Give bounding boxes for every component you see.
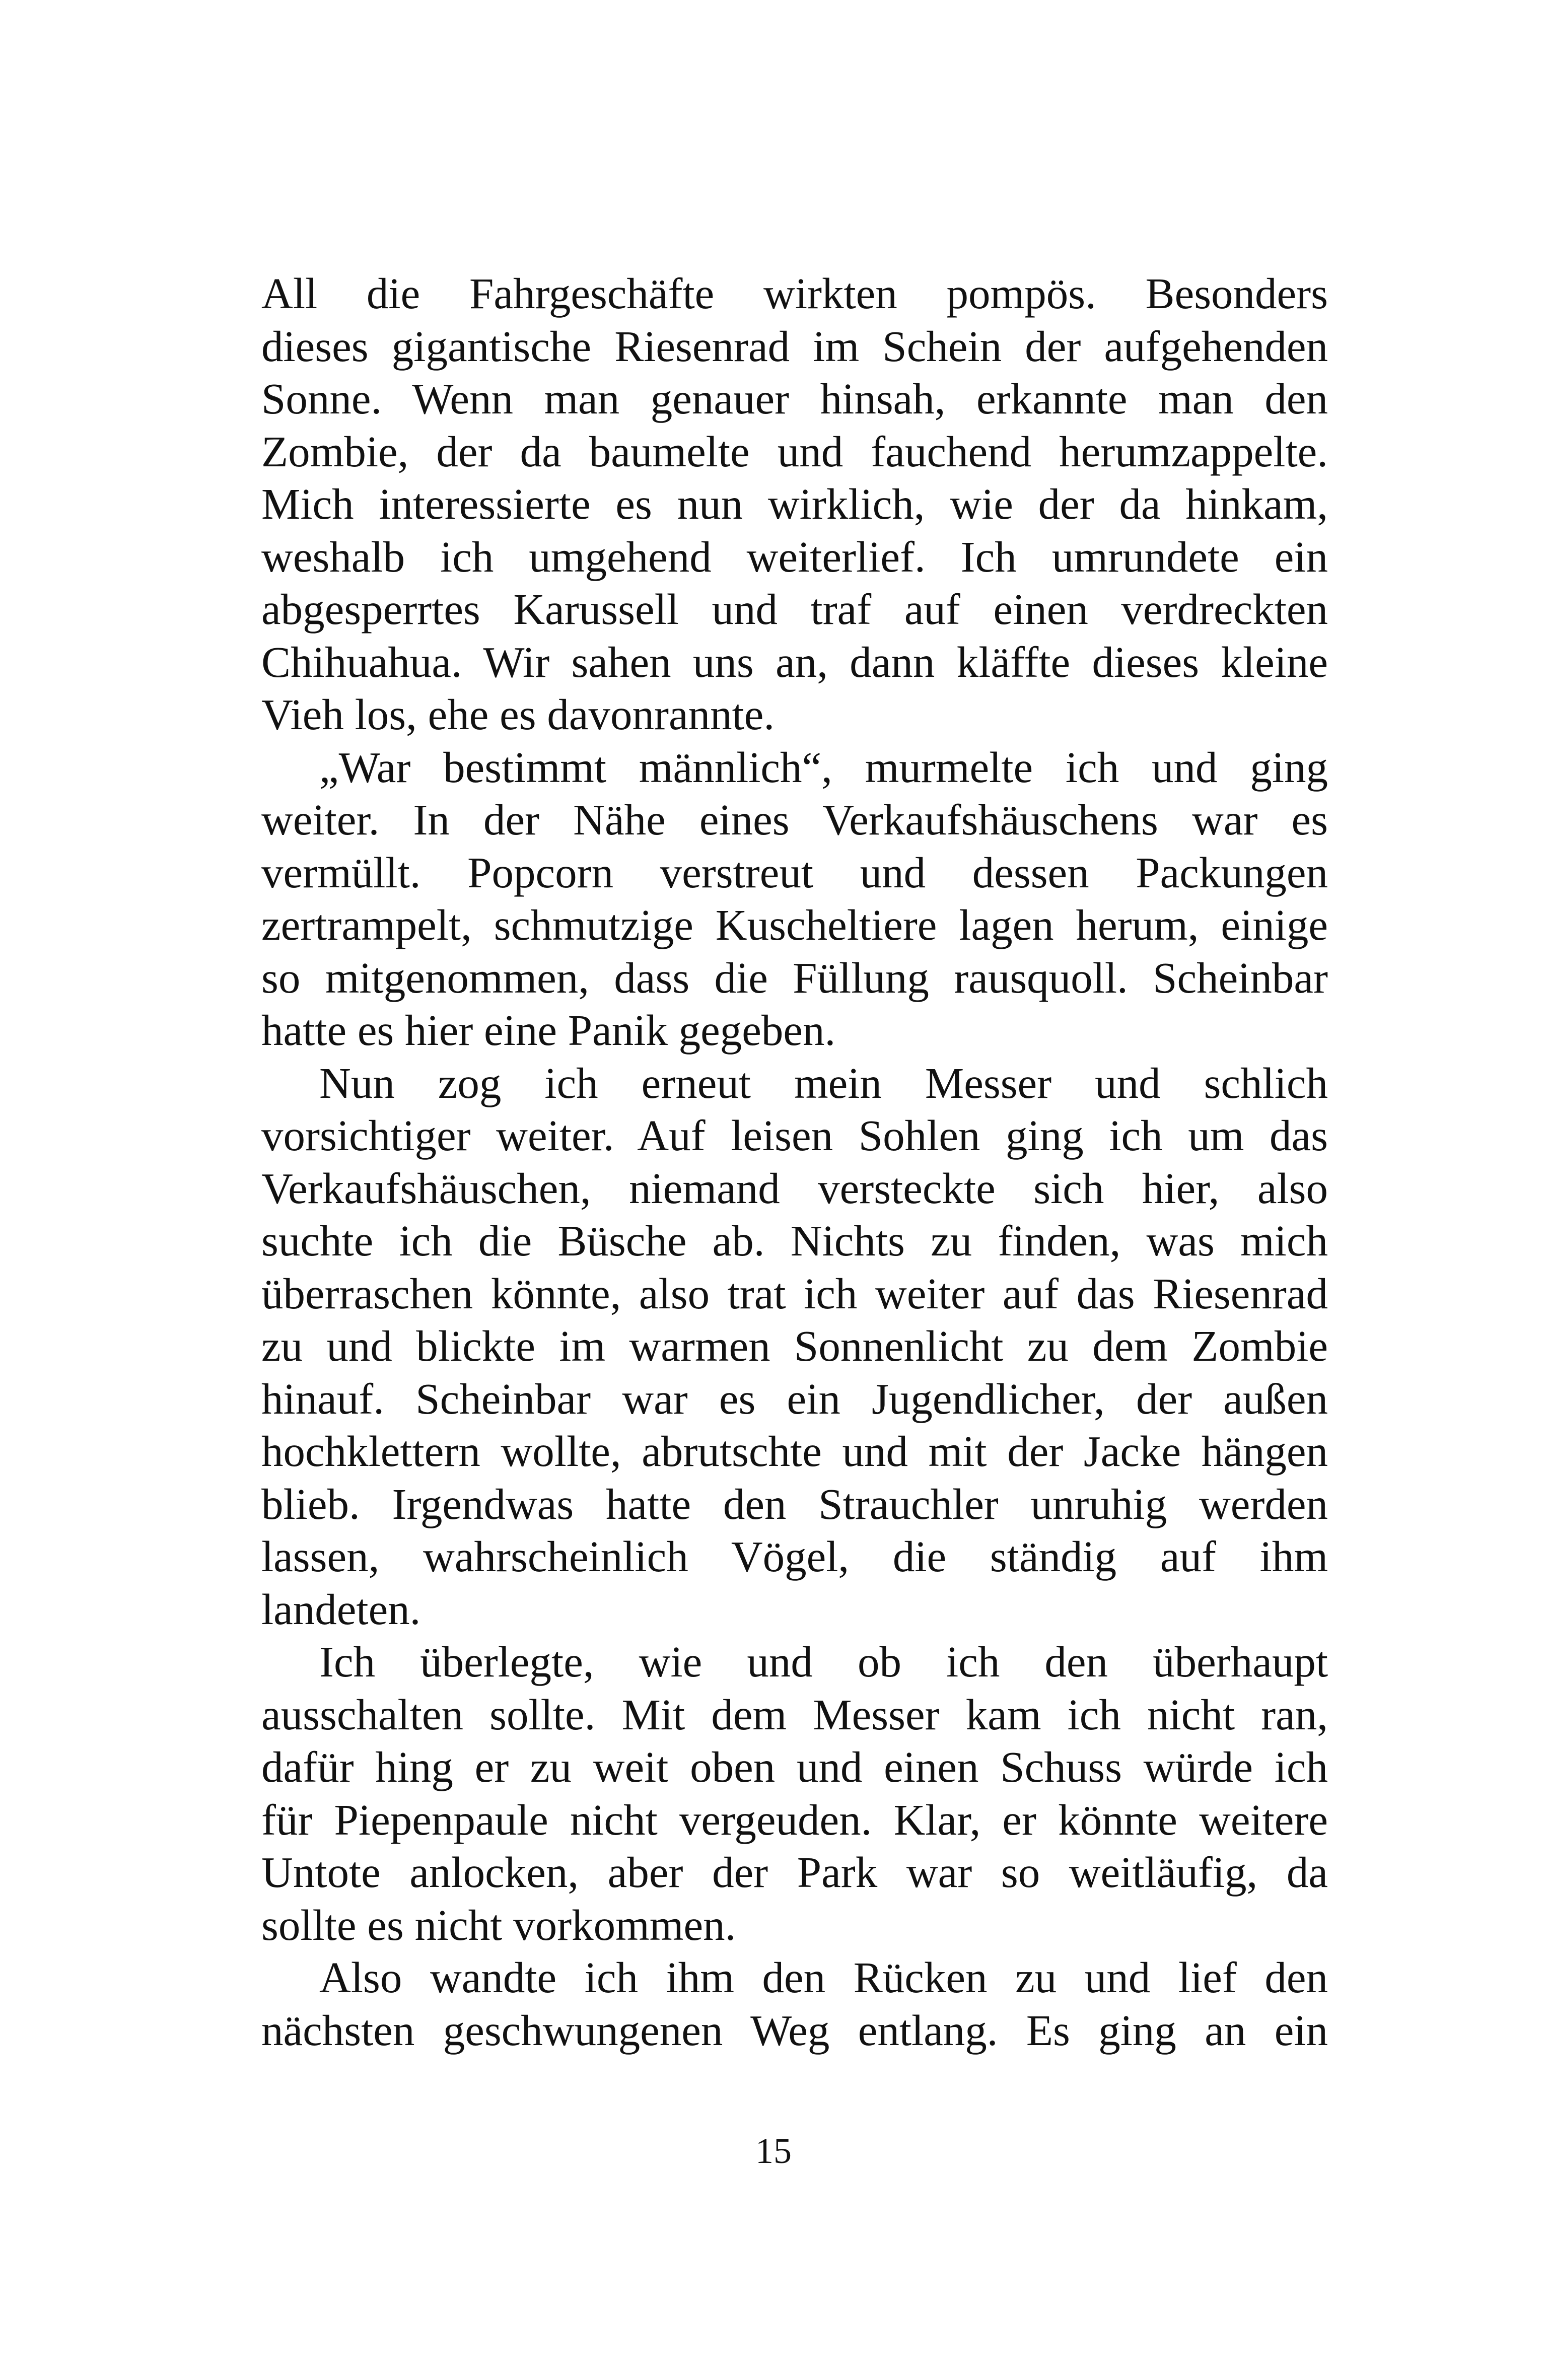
text-line: zertrampelt, schmutzige Kuscheltiere lagen herum, einige <box>261 900 1328 949</box>
text-line: Zombie, der da baumelte und fauchend herumzappelte. <box>261 427 1328 476</box>
text-line: Nun zog ich erneut mein Messer und schlich <box>319 1058 1328 1107</box>
text-line: hochklettern wollte, abrutschte und mit der Jacke hängen <box>261 1427 1328 1476</box>
text-line: nächsten geschwungenen Weg entlang. Es ging an ein <box>261 2005 1328 2055</box>
text-line: für Piepenpaule nicht vergeuden. Klar, er könnte weitere <box>261 1795 1328 1844</box>
text-line: Vieh los, ehe es davonrannte. <box>261 690 775 739</box>
text-line: blieb. Irgendwas hatte den Strauchler unruhig werden <box>261 1479 1328 1528</box>
text-line: Ich überlegte, wie und ob ich den überhaupt <box>319 1637 1328 1686</box>
text-line: vorsichtiger weiter. Auf leisen Sohlen ging ich um das <box>261 1111 1328 1160</box>
text-line: suchte ich die Büsche ab. Nichts zu finden, was mich <box>261 1216 1328 1265</box>
text-line: ausschalten sollte. Mit dem Messer kam ich nicht ran, <box>261 1690 1328 1739</box>
text-line: Chihuahua. Wir sahen uns an, dann kläffte dieses kleine <box>261 637 1328 686</box>
text-line: weshalb ich umgehend weiterlief. Ich umrundete ein <box>261 532 1328 581</box>
paragraph <box>261 1636 1328 1951</box>
text-line: Verkaufshäuschen, niemand versteckte sich hier, also <box>261 1163 1328 1213</box>
text-line: landeten. <box>261 1584 421 1634</box>
text-line: All die Fahrgeschäfte wirkten pompös. Besonders <box>261 269 1328 318</box>
paragraph <box>261 267 1328 741</box>
text-line: weiter. In der Nähe eines Verkaufshäuschens war es <box>261 795 1328 844</box>
text-line: dafür hing er zu weit oben und einen Schuss würde ich <box>261 1742 1328 1791</box>
text-line: vermüllt. Popcorn verstreut und dessen Packungen <box>261 848 1328 897</box>
text-line: hatte es hier eine Panik gegeben. <box>261 1006 836 1055</box>
body-text <box>261 267 1328 2057</box>
text-line: Sonne. Wenn man genauer hinsah, erkannte man den <box>261 374 1328 423</box>
text-line: sollte es nicht vorkommen. <box>261 1900 736 1949</box>
text-line: lassen, wahrscheinlich Vögel, die ständig auf ihm <box>261 1532 1328 1581</box>
text-line: überraschen könnte, also trat ich weiter auf das Riesenrad <box>261 1269 1328 1318</box>
text-line: zu und blickte im warmen Sonnenlicht zu dem Zombie <box>261 1321 1328 1370</box>
paragraph <box>261 1057 1328 1636</box>
text-line: Also wandte ich ihm den Rücken zu und lief den <box>319 1953 1328 2002</box>
text-line: abgesperrtes Karussell und traf auf einen verdreckten <box>261 585 1328 634</box>
text-line: „War bestimmt männlich“, murmelte ich und ging <box>319 742 1328 792</box>
text-line: Mich interessierte es nun wirklich, wie der da hinkam, <box>261 479 1328 528</box>
text-line: dieses gigantische Riesenrad im Schein der aufgehenden <box>261 321 1328 371</box>
paragraph <box>261 1951 1328 2057</box>
text-line: so mitgenommen, dass die Füllung rausquoll. Scheinbar <box>261 953 1328 1002</box>
page-number: 15 <box>755 2131 792 2171</box>
text-line: hinauf. Scheinbar war es ein Jugendlicher, der außen <box>261 1374 1328 1423</box>
paragraph <box>261 741 1328 1057</box>
text-line: Untote anlocken, aber der Park war so weitläufig, da <box>261 1848 1328 1897</box>
